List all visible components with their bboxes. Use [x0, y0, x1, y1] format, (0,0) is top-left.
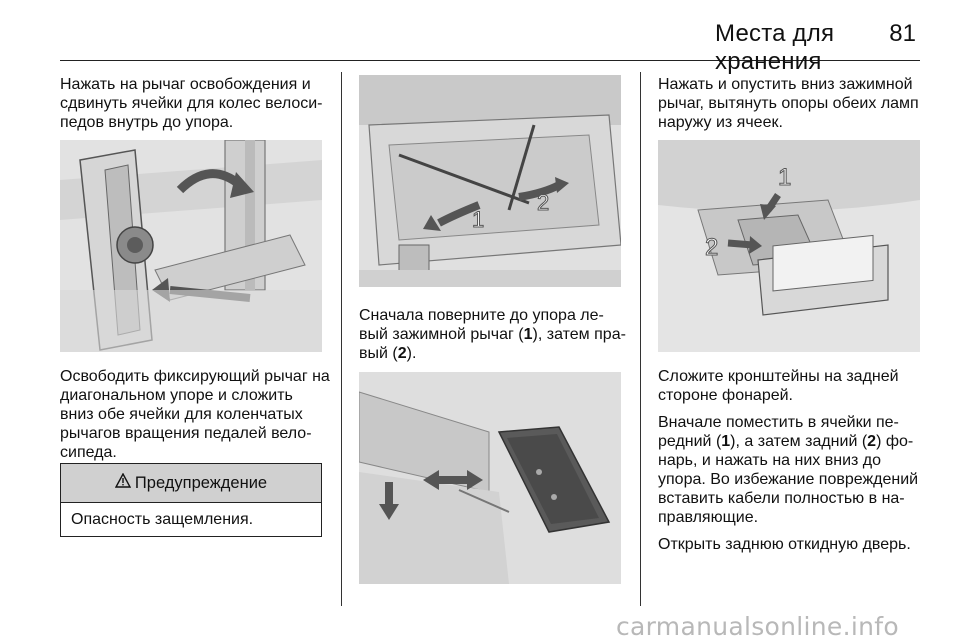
warning-text: Опасность защемления.: [71, 511, 254, 528]
col1-paragraph-1: Нажать на рычаг освобождения и сдвинуть ячейки для колес велоси-педов внутрь до упора.: [60, 76, 323, 131]
col2-caption: [359, 306, 629, 371]
col3-instructions: [658, 367, 928, 562]
col1-intro: [60, 75, 330, 140]
warning-title: Предупреждение: [134, 473, 268, 492]
figure-bike-wheel-holder: [60, 140, 322, 352]
col3-paragraph-3: Вначале поместить в ячейки пе-редний (1), а затем задний (2) фо-нарь, и нажать на них вниз до упора. Во избежание повреждений вставить кабели полностью в на-правляющие.: [658, 414, 919, 526]
caption-num-1: 1: [523, 326, 533, 343]
caption-text-1: Сначала поверните до упора ле-вый зажимной рычаг (: [359, 307, 604, 343]
para3-num-1: 1: [721, 433, 731, 450]
figure-clamp-levers: [359, 75, 621, 287]
label-2: 2: [537, 190, 550, 215]
figure-lamp-insertion: [658, 140, 920, 352]
col3-intro: [658, 75, 928, 140]
col3-paragraph-2: Сложите кронштейны на задней стороне фонарей.: [658, 368, 899, 404]
bike-wheel-holder-illustration: [60, 140, 322, 352]
lamp-insertion-illustration: [658, 140, 920, 352]
col3-paragraph-4: Открыть заднюю откидную дверь.: [658, 536, 911, 553]
label-1: 1: [472, 207, 485, 232]
watermark: carmanualsonline.info: [616, 612, 899, 641]
page-header: [60, 16, 920, 75]
col3-paragraph-1: Нажать и опустить вниз зажимной рычаг, вытянуть опоры обеих ламп наружу из ячеек.: [658, 76, 919, 131]
label-2: 2: [705, 234, 719, 261]
lamp-folding-illustration: [359, 372, 621, 584]
caption-text-3: ).: [406, 345, 417, 362]
col1-paragraph-2: Освободить фиксирующий рычаг на диагональном упоре и сложить вниз обе ячейки для коленчатых рычагов вращения педалей вело-сипеда.: [60, 368, 330, 461]
warning-box: [60, 463, 322, 537]
col1-instructions: [60, 367, 330, 470]
page-title: Места для хранения: [715, 20, 835, 75]
caption-num-2: 2: [397, 345, 407, 362]
warning-header: [61, 464, 321, 503]
warning-triangle-icon: [115, 473, 131, 493]
page-number: 81: [889, 20, 916, 47]
para3-num-2: 2: [867, 433, 877, 450]
caption-text-2: ), затем пра-вый (: [359, 326, 626, 362]
clamp-levers-illustration: [359, 75, 621, 287]
column-divider-left: [341, 72, 342, 606]
column-divider-right: [640, 72, 641, 606]
figure-lamp-folding: [359, 372, 621, 584]
label-1: 1: [778, 164, 792, 191]
